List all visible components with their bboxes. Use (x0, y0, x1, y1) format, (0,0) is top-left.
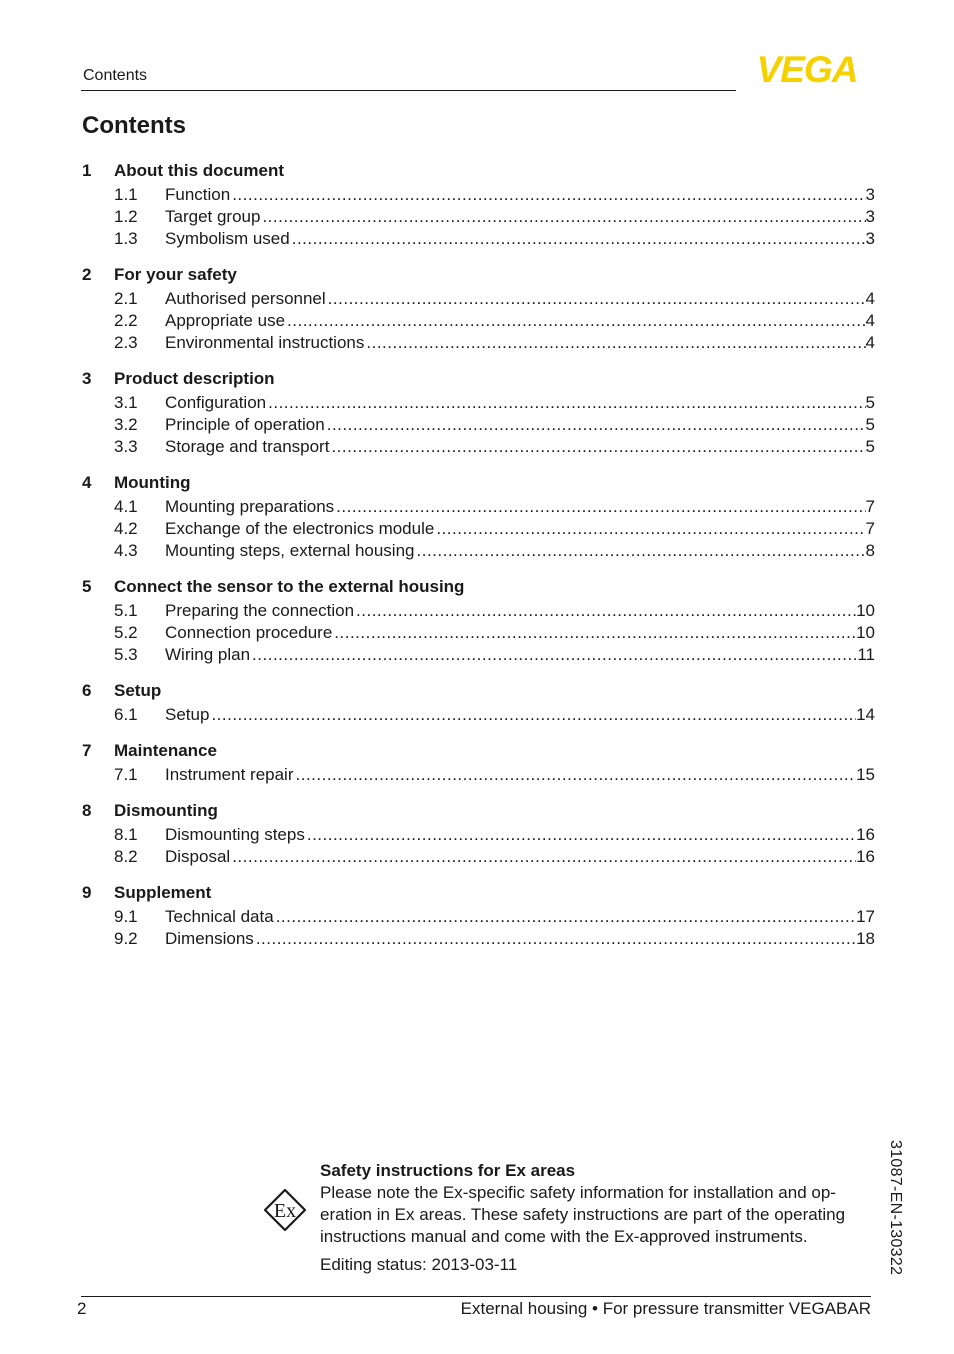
toc-entry[interactable] (82, 622, 875, 644)
toc-section-number: 6 (82, 681, 92, 700)
toc-entry-title: Appropriate use (165, 311, 286, 330)
toc-entry-title: Storage and transport (165, 437, 330, 456)
toc-entry-title: Principle of operation (165, 415, 325, 434)
toc-section-heading[interactable] (82, 366, 875, 392)
toc-dot-leader (260, 207, 865, 227)
toc-entry-title: Preparing the connection (165, 601, 355, 620)
toc-entry[interactable] (82, 332, 875, 354)
toc-entry-number: 4.3 (114, 541, 138, 560)
toc-entry-number: 5.1 (114, 601, 138, 620)
toc-entry[interactable] (82, 928, 875, 950)
toc-section (82, 262, 875, 354)
toc-entry-title: Disposal (165, 847, 231, 866)
toc-entry-title: Connection procedure (165, 623, 333, 642)
toc-dot-leader (285, 311, 866, 331)
toc-section (82, 678, 875, 726)
toc-entry-title: Dimensions (165, 929, 254, 948)
ex-icon-label: Ex (273, 1200, 297, 1222)
toc-section-number: 2 (82, 265, 92, 284)
toc-section-number: 3 (82, 369, 92, 388)
toc-dot-leader (250, 645, 857, 665)
toc-entry-number: 2.1 (114, 289, 138, 308)
toc-entry-title: Wiring plan (165, 645, 251, 664)
toc-entry-number: 9.2 (114, 929, 138, 948)
toc-entry[interactable] (82, 846, 875, 868)
toc-entry-title: Exchange of the electronics module (165, 519, 435, 538)
toc-section-title: For your safety (114, 265, 237, 284)
toc-section-number: 7 (82, 741, 92, 760)
toc-entry-number: 1.1 (114, 185, 138, 204)
toc-entry[interactable] (82, 414, 875, 436)
toc-entry-number: 2.2 (114, 311, 138, 330)
toc-entry-title: Instrument repair (165, 765, 294, 784)
toc-entry-number: 4.1 (114, 497, 138, 516)
toc-entry[interactable] (82, 436, 875, 458)
toc-entry-number: 8.1 (114, 825, 138, 844)
toc-entry-number: 3.3 (114, 437, 138, 456)
toc-dot-leader (290, 229, 866, 249)
toc-dot-leader (332, 623, 856, 643)
safety-notice (320, 1160, 876, 1276)
toc-entry-page: 16 (856, 825, 875, 844)
toc-section (82, 470, 875, 562)
toc-section-heading[interactable] (82, 738, 875, 764)
footer-rule (81, 1296, 871, 1297)
header-section-label: Contents (83, 67, 148, 84)
toc-entry[interactable] (82, 540, 875, 562)
toc-dot-leader (266, 393, 865, 413)
toc-section-number: 1 (82, 161, 92, 180)
toc-entry-title: Target group (165, 207, 261, 226)
toc-dot-leader (354, 601, 856, 621)
toc-entry[interactable] (82, 496, 875, 518)
toc-entry-title: Function (165, 185, 231, 204)
toc-entry-page: 5 (865, 437, 875, 456)
toc-entry[interactable] (82, 392, 875, 414)
toc-section-title: Connect the sensor to the external housing (114, 577, 465, 596)
toc-dot-leader (415, 541, 866, 561)
toc-entry-title: Environmental instructions (165, 333, 365, 352)
toc-section (82, 738, 875, 786)
editing-status: Editing status: 2013-03-11 (320, 1255, 518, 1274)
toc-entry-number: 5.3 (114, 645, 138, 664)
toc-entry-page: 3 (865, 207, 875, 226)
toc-section-heading[interactable] (82, 158, 875, 184)
page-number: 2 (77, 1299, 87, 1318)
toc-entry-number: 8.2 (114, 847, 138, 866)
toc-section-heading[interactable] (82, 880, 875, 906)
toc-section (82, 798, 875, 868)
toc-entry-page: 10 (856, 623, 875, 642)
toc-section-heading[interactable] (82, 262, 875, 288)
toc-dot-leader (254, 929, 856, 949)
toc-section-title: Supplement (114, 883, 212, 902)
toc-section-heading[interactable] (82, 574, 875, 600)
vega-logo-text: VEGA (756, 52, 858, 84)
toc-section-title: Maintenance (114, 741, 217, 760)
toc-dot-leader (329, 437, 865, 457)
toc-entry[interactable] (82, 288, 875, 310)
toc-section-heading[interactable] (82, 470, 875, 496)
footer-text: External housing • For pressure transmitter VEGABAR (460, 1299, 871, 1318)
toc-entry-page: 16 (856, 847, 875, 866)
document-id: 31087-EN-130322 (887, 1140, 904, 1276)
toc-entry-page: 5 (865, 415, 875, 434)
toc-section (82, 880, 875, 950)
toc-entry-title: Configuration (165, 393, 267, 412)
toc-entry-page: 8 (865, 541, 875, 560)
vega-logo (742, 52, 872, 84)
toc-dot-leader (294, 765, 857, 785)
toc-entry-page: 3 (865, 229, 875, 248)
toc-section-number: 8 (82, 801, 92, 820)
toc-entry[interactable] (82, 228, 875, 250)
toc-section-title: Dismounting (114, 801, 218, 820)
toc-entry[interactable] (82, 206, 875, 228)
toc-entry[interactable] (82, 764, 875, 786)
toc-entry-page: 7 (865, 497, 875, 516)
toc-entry-number: 6.1 (114, 705, 138, 724)
toc-entry-title: Setup (165, 705, 210, 724)
toc-entry-title: Technical data (165, 907, 274, 926)
toc-entry-page: 4 (865, 311, 875, 330)
toc-section (82, 158, 875, 250)
toc-entry-page: 11 (857, 645, 875, 664)
toc-dot-leader (230, 847, 856, 867)
toc-entry-title: Dismounting steps (165, 825, 305, 844)
toc-dot-leader (364, 333, 865, 353)
toc-entry[interactable] (82, 824, 875, 846)
toc-entry-page: 14 (856, 705, 875, 724)
toc-section-heading[interactable] (82, 798, 875, 824)
toc-section (82, 366, 875, 458)
toc-section-heading[interactable] (82, 678, 875, 704)
toc-entry-page: 3 (865, 185, 875, 204)
toc-entry-page: 15 (856, 765, 875, 784)
toc-entry[interactable] (82, 644, 875, 666)
toc-entry-number: 1.3 (114, 229, 138, 248)
toc-entry-title: Mounting steps, external housing (165, 541, 415, 560)
ex-atex-icon (264, 1189, 306, 1231)
header-rule (81, 90, 736, 91)
toc-section-title: About this document (114, 161, 284, 180)
toc-entry-number: 9.1 (114, 907, 138, 926)
toc-entry-page: 18 (856, 929, 875, 948)
toc-entry-page: 4 (865, 289, 875, 308)
toc-entry-page: 5 (865, 393, 875, 412)
toc-section (82, 574, 875, 666)
safety-text-line-3: instructions manual and come with the Ex-approved instruments. (320, 1227, 808, 1246)
toc-entry-number: 7.1 (114, 765, 138, 784)
safety-title: Safety instructions for Ex areas (320, 1161, 576, 1180)
toc-entry[interactable] (82, 906, 875, 928)
toc-entry-title: Symbolism used (165, 229, 290, 248)
toc-entry-number: 2.3 (114, 333, 138, 352)
toc-entry-number: 3.1 (114, 393, 138, 412)
toc-entry-number: 5.2 (114, 623, 138, 642)
toc-section-number: 9 (82, 883, 92, 902)
toc-dot-leader (274, 907, 856, 927)
toc-entry[interactable] (82, 518, 875, 540)
toc-entry[interactable] (82, 310, 875, 332)
toc-entry[interactable] (82, 704, 875, 726)
toc-entry[interactable] (82, 184, 875, 206)
table-of-contents (82, 158, 875, 962)
safety-text-line-1: Please note the Ex-specific safety information for installation and op- (320, 1183, 836, 1202)
toc-entry-number: 1.2 (114, 207, 138, 226)
toc-entry-page: 7 (865, 519, 875, 538)
toc-entry-page: 17 (856, 907, 875, 926)
toc-dot-leader (230, 185, 865, 205)
toc-section-title: Mounting (114, 473, 191, 492)
toc-entry-page: 10 (856, 601, 875, 620)
toc-entry-page: 4 (865, 333, 875, 352)
toc-entry-title: Mounting preparations (165, 497, 335, 516)
toc-dot-leader (325, 415, 866, 435)
toc-section-number: 5 (82, 577, 92, 596)
toc-section-number: 4 (82, 473, 92, 492)
toc-entry-number: 4.2 (114, 519, 138, 538)
toc-entry-number: 3.2 (114, 415, 138, 434)
toc-entry-title: Authorised personnel (165, 289, 326, 308)
toc-section-title: Setup (114, 681, 162, 700)
safety-text-line-2: eration in Ex areas. These safety instructions are part of the operating (320, 1205, 846, 1224)
toc-dot-leader (334, 497, 865, 517)
toc-dot-leader (434, 519, 865, 539)
toc-dot-leader (209, 705, 856, 725)
page-title: Contents (82, 112, 186, 139)
toc-entry[interactable] (82, 600, 875, 622)
toc-section-title: Product description (114, 369, 275, 388)
toc-dot-leader (326, 289, 866, 309)
toc-dot-leader (305, 825, 856, 845)
